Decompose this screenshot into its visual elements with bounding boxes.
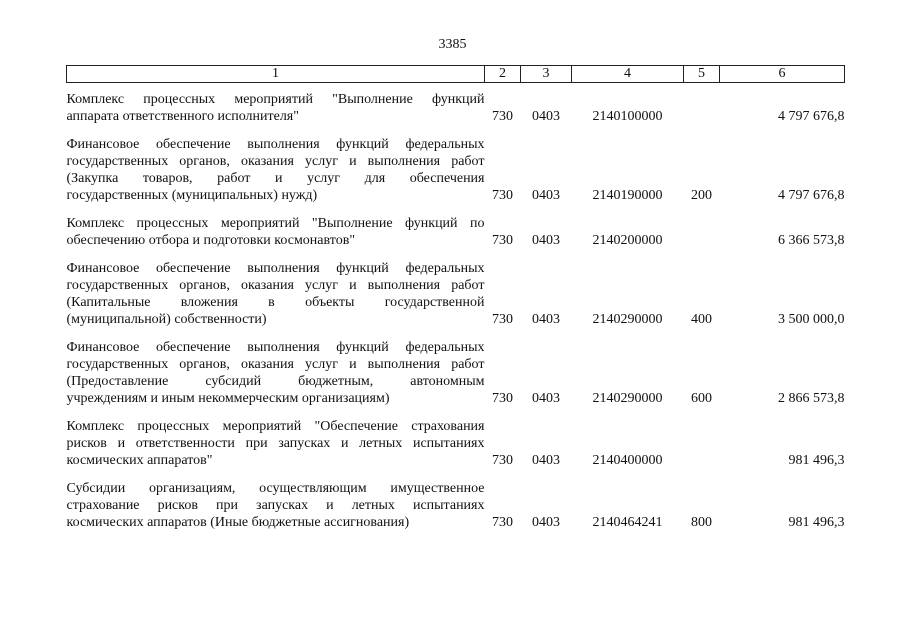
row-name-line: учреждениям и иным некоммерческим организациям) (66, 391, 390, 406)
header-col-3: 3 (521, 66, 572, 83)
row-target-code: 2140190000 (592, 188, 663, 203)
header-row (67, 66, 845, 83)
page-number: 3385 (438, 37, 467, 52)
row-name-line: космических аппаратов (Иные бюджетные ассигнования) (66, 515, 410, 530)
row-name-line: (Предоставление субсидий бюджетным, автономным (66, 374, 485, 389)
row-amount: 4 797 676,8 (778, 109, 845, 124)
row-ministry-code: 730 (492, 109, 513, 124)
table-row (67, 125, 845, 204)
row-ministry-code: 730 (492, 391, 513, 406)
header-col-6: 6 (720, 66, 845, 83)
row-amount: 4 797 676,8 (778, 188, 845, 203)
row-name (67, 469, 485, 531)
budget-table (66, 65, 845, 531)
header-col-5: 5 (684, 66, 720, 83)
row-name-line: (Капитальные вложения в объекты государственной (66, 295, 485, 310)
table-row (67, 328, 845, 407)
row-ministry-code: 730 (492, 233, 513, 248)
row-expense-type: 800 (691, 515, 712, 530)
row-amount: 2 866 573,8 (778, 391, 845, 406)
row-name-line: Финансовое обеспечение выполнения функций федеральных (66, 340, 485, 355)
row-section-code: 0403 (532, 515, 560, 530)
row-section-code: 0403 (532, 109, 560, 124)
row-expense-type: 200 (691, 188, 712, 203)
row-name-line: Комплекс процессных мероприятий "Обеспечение страхования (66, 419, 485, 434)
header-col-4: 4 (572, 66, 684, 83)
row-name-line: аппарата ответственного исполнителя" (66, 109, 299, 124)
row-name-line: Субсидии организациям, осуществляющим имущественное (66, 481, 485, 496)
row-name-line: космических аппаратов" (66, 453, 213, 468)
row-name (67, 249, 485, 328)
row-ministry-code: 730 (492, 312, 513, 327)
table-body (67, 83, 845, 532)
row-name-line: обеспечению отбора и подготовки космонавтов" (66, 233, 356, 248)
row-expense-type (684, 204, 720, 249)
row-target-code: 2140100000 (592, 109, 663, 124)
row-section-code: 0403 (532, 391, 560, 406)
table-row (67, 407, 845, 469)
row-name-line: государственных органов, оказания услуг и выполнения работ (66, 357, 485, 372)
row-target-code: 2140464241 (592, 515, 663, 530)
table-row (67, 469, 845, 531)
row-name-line: Комплекс процессных мероприятий "Выполнение функций (66, 92, 485, 107)
table-row (67, 204, 845, 249)
row-name (67, 83, 485, 126)
table-row (67, 83, 845, 126)
row-section-code: 0403 (532, 233, 560, 248)
row-amount: 981 496,3 (788, 453, 845, 468)
row-name (67, 407, 485, 469)
row-name-line: государственных органов, оказания услуг и выполнения работ (66, 154, 485, 169)
row-name-line: Финансовое обеспечение выполнения функций федеральных (66, 261, 485, 276)
row-name-line: (муниципальной) собственности) (66, 312, 267, 327)
row-amount: 981 496,3 (788, 515, 845, 530)
row-name-line: Финансовое обеспечение выполнения функций федеральных (66, 137, 485, 152)
row-name (67, 125, 485, 204)
row-section-code: 0403 (532, 312, 560, 327)
row-name-line: (Закупка товаров, работ и услуг для обеспечения (66, 171, 485, 186)
row-amount: 6 366 573,8 (778, 233, 845, 248)
row-expense-type: 600 (691, 391, 712, 406)
row-expense-type: 400 (691, 312, 712, 327)
row-name-line: государственных органов, оказания услуг и выполнения работ (66, 278, 485, 293)
row-name-line: рисков и ответственности при запусках и летных испытаниях (66, 436, 485, 451)
header-col-1: 1 (67, 66, 485, 83)
row-amount: 3 500 000,0 (778, 312, 845, 327)
row-target-code: 2140290000 (592, 312, 663, 327)
row-ministry-code: 730 (492, 515, 513, 530)
row-target-code: 2140200000 (592, 233, 663, 248)
row-expense-type (684, 407, 720, 469)
row-section-code: 0403 (532, 188, 560, 203)
row-target-code: 2140290000 (592, 391, 663, 406)
row-name-line: Комплекс процессных мероприятий "Выполнение функций по (66, 216, 485, 231)
row-name-line: страхование рисков при запусках и летных испытаниях (66, 498, 485, 513)
row-name (67, 328, 485, 407)
row-ministry-code: 730 (492, 188, 513, 203)
row-section-code: 0403 (532, 453, 560, 468)
row-target-code: 2140400000 (592, 453, 663, 468)
row-name (67, 204, 485, 249)
table-row (67, 249, 845, 328)
row-ministry-code: 730 (492, 453, 513, 468)
row-name-line: государственных (муниципальных) нужд) (66, 188, 318, 203)
header-col-2: 2 (485, 66, 521, 83)
row-expense-type (684, 83, 720, 126)
